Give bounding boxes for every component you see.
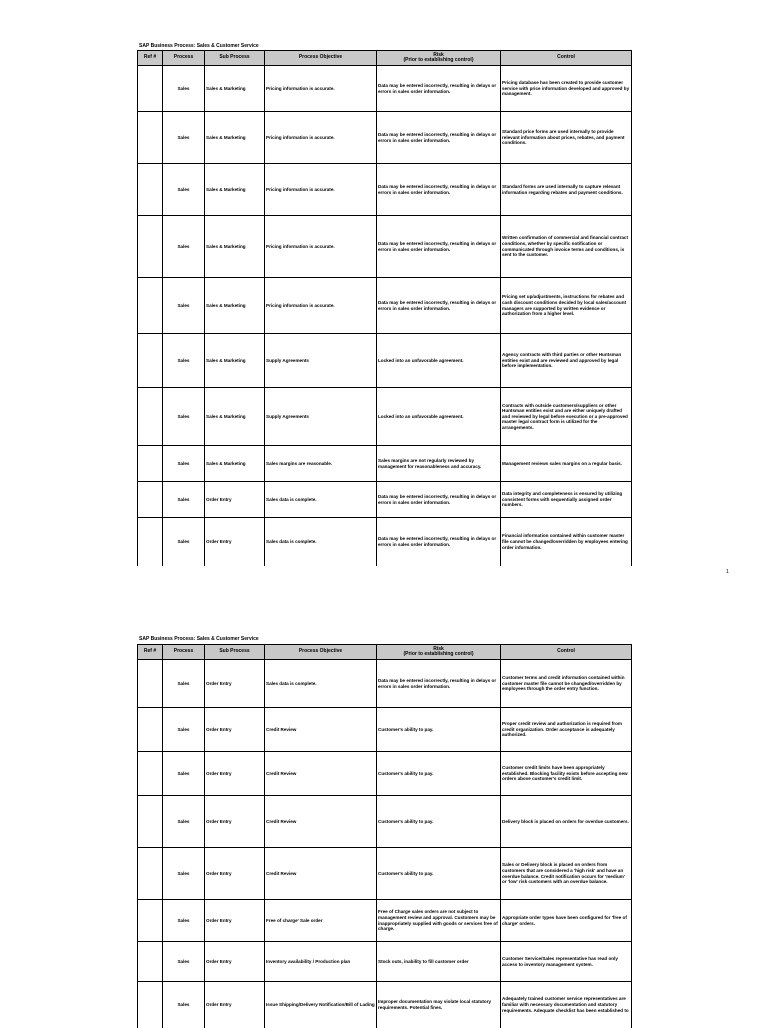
page-number: 1 (726, 569, 729, 575)
table-row (138, 388, 632, 446)
cell-control: Customer Service/Sales representative has read only access to inventory management system. (501, 942, 632, 982)
cell-control: Customer credit limits have been appropriately established. Blocking facility exists before accepting new orders above customer's credit limit. (501, 752, 632, 796)
cell-process: Sales (163, 388, 205, 446)
cell-control: Management reviews sales margins on a regular basis. (501, 446, 632, 482)
cell-sub-process: Order Entry (205, 518, 265, 566)
table-row (138, 216, 632, 278)
table-row (138, 334, 632, 388)
cell-objective: Credit Review (265, 848, 377, 900)
page-title: SAP Business Process: Sales & Customer Service (139, 43, 259, 49)
cell-risk: Free of Charge sales orders are not subject to management review and approval. Customers may be inappropriately supplied with goods or services free of charge. (377, 900, 501, 942)
table-row (138, 982, 632, 1028)
cell-control: Adequately trained customer service representatives are familiar with necessary documentation and statutory requirements. Adequate checklist has been established to (501, 982, 632, 1028)
cell-control: Appropriate order types have been configured for 'free of charge' orders. (501, 900, 632, 942)
cell-sub-process: Sales & Marketing (205, 216, 265, 278)
cell-risk: Stock outs, inability to fill customer order (377, 942, 501, 982)
cell-ref (138, 660, 163, 708)
cell-process: Sales (163, 164, 205, 216)
cell-sub-process: Order Entry (205, 900, 265, 942)
cell-process: Sales (163, 982, 205, 1028)
cell-risk: Data may be entered incorrectly, resulting in delays or errors in sales order information. (377, 112, 501, 164)
cell-process: Sales (163, 216, 205, 278)
cell-risk: Data may be entered incorrectly, resulting in delays or errors in sales order information. (377, 164, 501, 216)
cell-process: Sales (163, 482, 205, 518)
table-row (138, 708, 632, 752)
cell-ref (138, 334, 163, 388)
cell-control: Delivery block is placed on orders for overdue customers. (501, 796, 632, 848)
cell-control: Written confirmation of commercial and financial contract conditions, whether by specific notification or communicated through invoice terms and conditions, is sent to the customer. (501, 216, 632, 278)
cell-sub-process: Sales & Marketing (205, 164, 265, 216)
cell-ref (138, 796, 163, 848)
cell-risk: Data may be entered incorrectly, resulting in delays or errors in sales order information. (377, 660, 501, 708)
cell-objective: Pricing information is accurate. (265, 112, 377, 164)
cell-process: Sales (163, 446, 205, 482)
header-row (138, 51, 632, 66)
page-title: SAP Business Process: Sales & Customer Service (139, 636, 259, 642)
cell-ref (138, 388, 163, 446)
cell-risk: Sales margins are not regularly reviewed by management for reasonableness and accuracy. (377, 446, 501, 482)
cell-process: Sales (163, 660, 205, 708)
header-risk (377, 51, 501, 66)
cell-ref (138, 446, 163, 482)
cell-objective: Free of charge' Sale order (265, 900, 377, 942)
header-process: Process (163, 645, 205, 660)
cell-control: Standard forms are used internally to capture relevant information regarding rebates and payment conditions. (501, 164, 632, 216)
cell-objective: Inventory availability / Production plan (265, 942, 377, 982)
cell-ref (138, 278, 163, 334)
cell-control: Standard price forms are used internally to provide relevant information about prices, rebates, and payment conditions. (501, 112, 632, 164)
table-row (138, 278, 632, 334)
cell-ref (138, 216, 163, 278)
header-sub-process: Sub Process (205, 51, 265, 66)
cell-sub-process: Sales & Marketing (205, 446, 265, 482)
cell-ref (138, 66, 163, 112)
cell-ref (138, 518, 163, 566)
cell-objective: Supply Agreements (265, 334, 377, 388)
cell-sub-process: Order Entry (205, 796, 265, 848)
cell-sub-process: Sales & Marketing (205, 66, 265, 112)
cell-risk: Data may be entered incorrectly, resulting in delays or errors in sales order information. (377, 482, 501, 518)
cell-objective: Pricing information is accurate. (265, 216, 377, 278)
header-row (138, 645, 632, 660)
cell-sub-process: Order Entry (205, 942, 265, 982)
header-risk (377, 645, 501, 660)
cell-risk: Customer's ability to pay. (377, 796, 501, 848)
header-control: Control (501, 645, 632, 660)
cell-ref (138, 708, 163, 752)
table-row (138, 164, 632, 216)
cell-sub-process: Order Entry (205, 660, 265, 708)
cell-objective: Issue Shipping/Delivery Notification/Bill of Lading (265, 982, 377, 1028)
table-row (138, 112, 632, 164)
cell-control: Pricing database has been created to provide customer service with price information developed and approved by management. (501, 66, 632, 112)
cell-ref (138, 982, 163, 1028)
table-row (138, 482, 632, 518)
cell-risk: Data may be entered incorrectly, resulting in delays or errors in sales order information. (377, 278, 501, 334)
cell-objective: Sales data is complete. (265, 518, 377, 566)
cell-objective: Credit Review (265, 796, 377, 848)
cell-ref (138, 164, 163, 216)
cell-control: Contracts with outside customers/suppliers or other Huntsman entities exist and are either uniquely drafted and reviewed by legal before execution or a pre-approved master legal contract form is utilized for the arrangements. (501, 388, 632, 446)
cell-risk: Data may be entered incorrectly, resulting in delays or errors in sales order information. (377, 518, 501, 566)
cell-objective: Sales margins are reasonable. (265, 446, 377, 482)
cell-objective: Sales data is complete. (265, 660, 377, 708)
cell-process: Sales (163, 752, 205, 796)
cell-sub-process: Sales & Marketing (205, 334, 265, 388)
cell-risk: Improper documentation may violate local statutory requirements. Potential fines. (377, 982, 501, 1028)
table-row (138, 446, 632, 482)
cell-risk: Data may be entered incorrectly, resulting in delays or errors in sales order information. (377, 216, 501, 278)
cell-ref (138, 112, 163, 164)
header-sub-process: Sub Process (205, 645, 265, 660)
cell-risk: Customer's ability to pay. (377, 848, 501, 900)
cell-risk: Customer's ability to pay. (377, 752, 501, 796)
cell-sub-process: Order Entry (205, 848, 265, 900)
cell-sub-process: Order Entry (205, 708, 265, 752)
cell-ref (138, 752, 163, 796)
header-risk-title: Risk (433, 645, 444, 652)
cell-ref (138, 482, 163, 518)
cell-control: Pricing set up/adjustments, instructions for rebates and cash discount conditions decided by local sales/account managers are supported by written evidence or authorization from a higher level. (501, 278, 632, 334)
header-risk-title: Risk (433, 51, 444, 58)
cell-sub-process: Order Entry (205, 982, 265, 1028)
cell-ref (138, 900, 163, 942)
cell-control: Agency contracts with third parties or other Huntsman entities exist and are reviewed and approved by legal before implementation. (501, 334, 632, 388)
cell-objective: Pricing information is accurate. (265, 278, 377, 334)
cell-control: Financial information contained within customer master file cannot be changed/overridden by employees entering order information. (501, 518, 632, 566)
table-row (138, 848, 632, 900)
cell-control: Sales or Delivery block is placed on orders from customers that are considered a 'high risk' and have an overdue balance. Credit notification occurs for 'medium' or 'low' risk customers with an overdue balance. (501, 848, 632, 900)
cell-ref (138, 848, 163, 900)
cell-risk: Locked into an unfavorable agreement. (377, 334, 501, 388)
cell-objective: Sales data is complete. (265, 482, 377, 518)
control-matrix-table (137, 644, 632, 1028)
cell-process: Sales (163, 942, 205, 982)
cell-process: Sales (163, 334, 205, 388)
table-row (138, 660, 632, 708)
cell-process: Sales (163, 66, 205, 112)
cell-process: Sales (163, 518, 205, 566)
cell-process: Sales (163, 278, 205, 334)
header-objective: Process Objective (265, 645, 377, 660)
cell-ref (138, 942, 163, 982)
header-risk-note: (Prior to establishing control) (403, 651, 474, 657)
cell-process: Sales (163, 708, 205, 752)
cell-objective: Supply Agreements (265, 388, 377, 446)
header-control: Control (501, 51, 632, 66)
cell-objective: Pricing information is accurate. (265, 164, 377, 216)
header-risk-note: (Prior to establishing control) (403, 57, 474, 63)
cell-control: Proper credit review and authorization is required from credit organization. Order acceptance is adequately authorized. (501, 708, 632, 752)
cell-sub-process: Order Entry (205, 482, 265, 518)
table-row (138, 900, 632, 942)
cell-sub-process: Order Entry (205, 752, 265, 796)
cell-sub-process: Sales & Marketing (205, 112, 265, 164)
cell-risk: Data may be entered incorrectly, resulting in delays or errors in sales order information. (377, 66, 501, 112)
cell-control: Data integrity and completeness is ensured by utilizing consistent forms with sequentially assigned order numbers. (501, 482, 632, 518)
control-matrix-table (137, 50, 632, 566)
cell-risk: Customer's ability to pay. (377, 708, 501, 752)
cell-sub-process: Sales & Marketing (205, 388, 265, 446)
table-row (138, 518, 632, 566)
cell-process: Sales (163, 848, 205, 900)
table-row (138, 66, 632, 112)
cell-process: Sales (163, 112, 205, 164)
cell-risk: Locked into an unfavorable agreement. (377, 388, 501, 446)
table-row (138, 752, 632, 796)
table-row (138, 796, 632, 848)
cell-objective: Credit Review (265, 752, 377, 796)
cell-objective: Credit Review (265, 708, 377, 752)
header-objective: Process Objective (265, 51, 377, 66)
cell-sub-process: Sales & Marketing (205, 278, 265, 334)
cell-control: Customer terms and credit information contained within customer master file cannot be changed/overridden by employees through the order entry function. (501, 660, 632, 708)
header-process: Process (163, 51, 205, 66)
cell-objective: Pricing information is accurate. (265, 66, 377, 112)
header-ref: Ref # (138, 51, 163, 66)
header-ref: Ref # (138, 645, 163, 660)
table-row (138, 942, 632, 982)
cell-process: Sales (163, 796, 205, 848)
cell-process: Sales (163, 900, 205, 942)
